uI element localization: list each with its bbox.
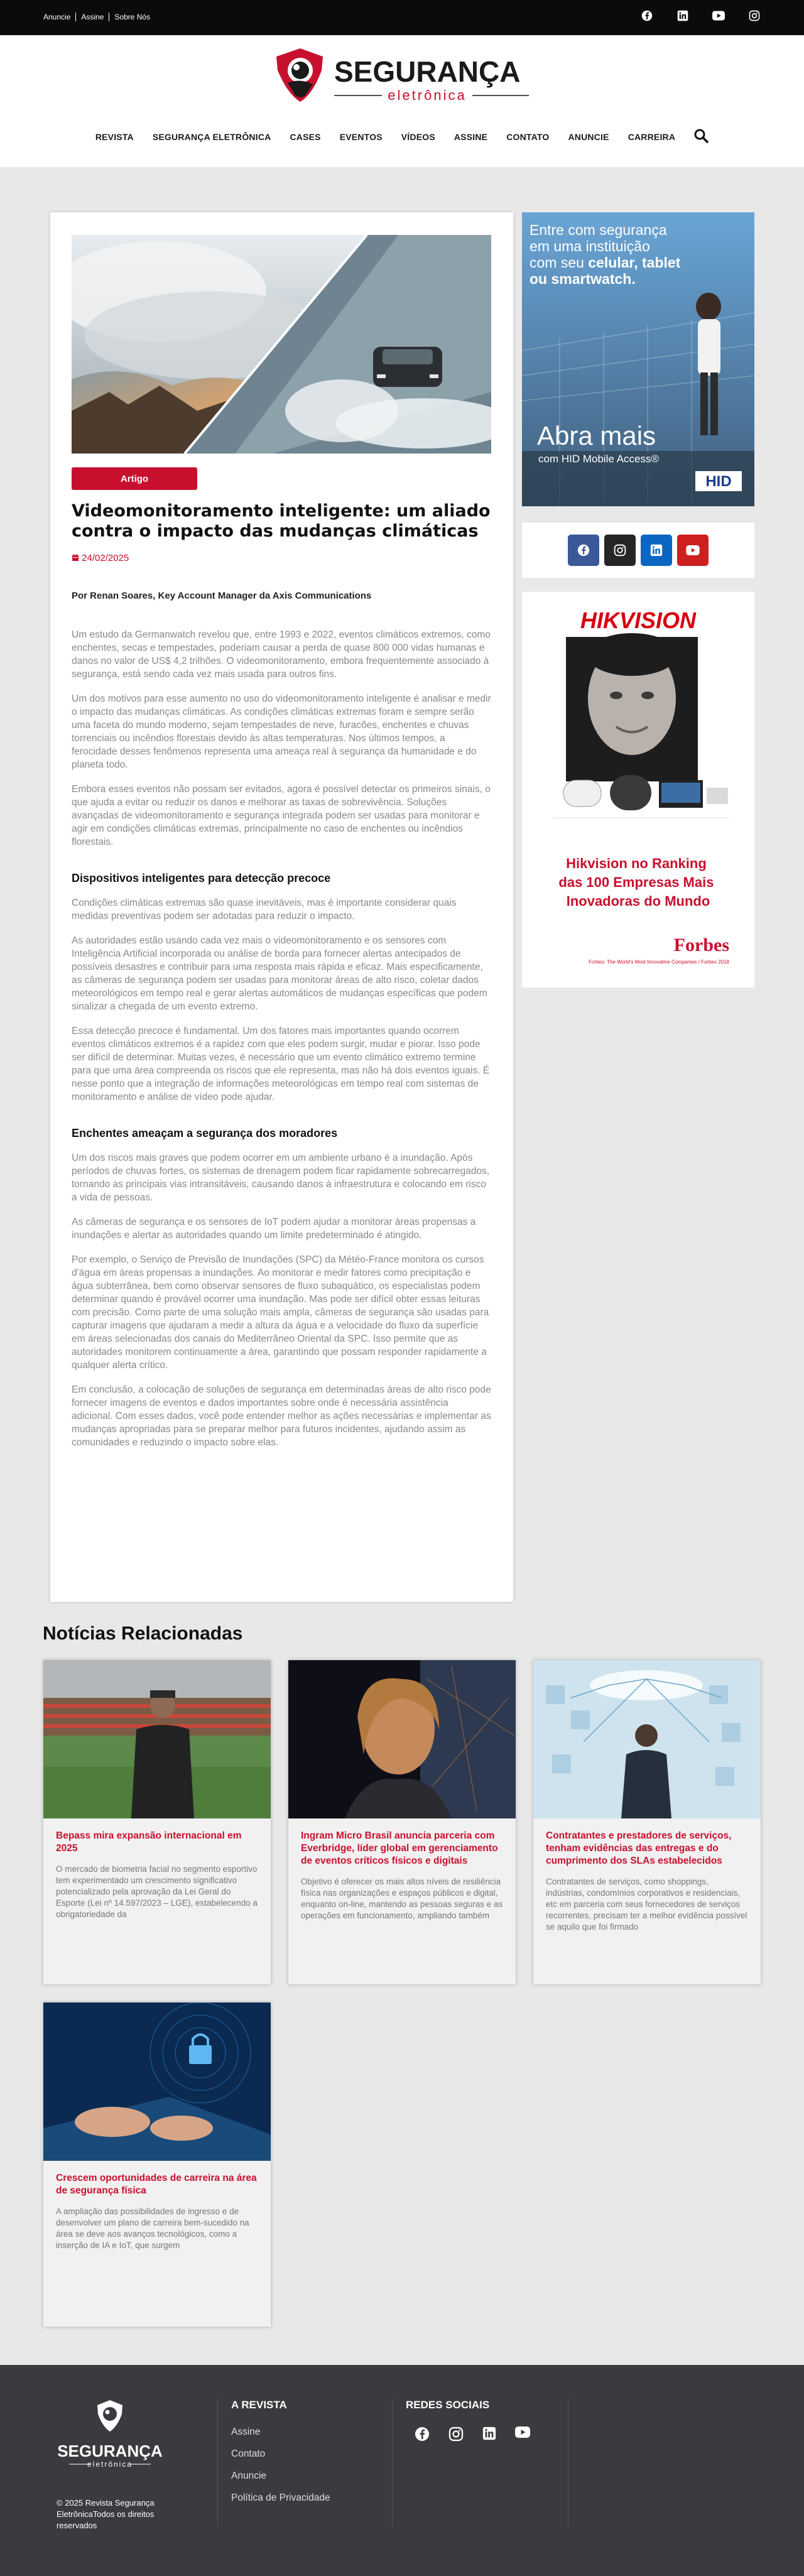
- nav-contato[interactable]: CONTATO: [506, 131, 550, 142]
- related-card[interactable]: [43, 2003, 271, 2327]
- top-social-icons: [640, 9, 761, 23]
- related-card-excerpt: A ampliação das possibilidades de ingresso e de desenvolver um plano de carreira bem-sucedido na área se deve aos avanços tecnológicos, como a inserção de IA e IoT, que surgem: [56, 2207, 249, 2250]
- footer-divider: [217, 2398, 218, 2527]
- related-card-title[interactable]: Ingram Micro Brasil anuncia parceria com Everbridge, líder global em gerenciamento de eventos críticos físicos e digitais: [301, 1830, 498, 1866]
- related-heading: Notícias Relacionadas: [43, 1623, 243, 1644]
- related-card-excerpt: Objetivo é oferecer os mais altos níveis de resiliência física nas organizações e espaços públicos e digital, enquanto on-line, mantendo as pessoas seguras e as operações em funcionamento, ampliando também: [301, 1877, 503, 1920]
- article-paragraph: Essa detecção precoce é fundamental. Um dos fatores mais importantes quando ocorrem eventos climáticos extremos é a rapidez com que eles podem surgir, mudar e piorar. Isso pode ser difícil de determinar. Muitas vezes, é necessário que um evento climático extremo termine para que uma área compreenda os riscos que ele representa, mas não há dois eventos iguais. É nesse ponto que a integração de informações meteorológicas em tempo real com sistemas de monitoramento e análise de vídeo pode ajudar.: [72, 1026, 490, 1102]
- facebook-icon[interactable]: [568, 535, 599, 566]
- article-card: [50, 212, 513, 1602]
- nav-anuncie[interactable]: ANUNCIE: [568, 131, 609, 142]
- footer-divider: [392, 2398, 393, 2527]
- article-paragraph: Por exemplo, o Serviço de Previsão de Inundações (SPC) da Météo-France monitora os cursos d'água em áreas propensas a inundações. Ao monitorar e medir fatores como precipitação e água subterrânea, bem como observar sensores de fluxo subaquático, os especialistas podem determinar quando é provável ocorrer uma inundação. Mas pode ser difícil obter essas leituras com precisão. Como parte de uma solução mais ampla, câmeras de segurança são usadas para capturar imagens que ajudaram a medir a altura da água e a velocidade do fluxo da superfície em áreas selecionadas dos canais do Mediterrâneo Oriental da SPC. Isso permite que as autoridades monitorem continuamente a área, garantindo que possam responder rapidamente a qualquer alerta crítico.: [72, 1254, 489, 1371]
- related-card-title[interactable]: Crescem oportunidades de carreira na área de segurança física: [56, 2173, 257, 2196]
- article-date: [72, 553, 129, 563]
- article-hero-image: [72, 235, 491, 454]
- logo-brand-text: SEGURANÇA: [334, 55, 521, 88]
- related-card-image: [43, 1660, 271, 1818]
- youtube-icon[interactable]: [677, 535, 709, 566]
- youtube-icon[interactable]: [712, 9, 725, 23]
- footer-col-title: A REVISTA: [231, 2399, 287, 2411]
- ad1-line3-b: celular, tablet: [588, 254, 681, 271]
- article-paragraph: As autoridades estão usando cada vez mais o videomonitoramento e os sensores com Inteligência Artificial incorporada ou análise de borda para fornecer alertas antecipados de possíveis desastres e contribuir para uma resposta mais rápida e eficaz. Mais especificamente, as câmeras de segurança podem ser usadas para monitorar áreas de alto risco, coletar dados meteorológicos em tempo real e gerar alertas automáticos de mudanças específicas que podem sinalizar a chegada de um evento extremo.: [72, 935, 487, 1012]
- related-card-title[interactable]: Bepass mira expansão internacional em 2025: [56, 1830, 242, 1854]
- article-date-text: 24/02/2025: [82, 553, 129, 563]
- logo-sub-text: eletrônica: [388, 87, 467, 103]
- footer-link-contato[interactable]: Contato: [231, 2448, 266, 2459]
- nav-videos[interactable]: VÍDEOS: [401, 131, 435, 142]
- top-bar: [0, 0, 804, 35]
- nav-seguranca-eletronica[interactable]: SEGURANÇA ELETRÔNICA: [152, 131, 271, 142]
- article-paragraph: Um estudo da Germanwatch revelou que, entre 1993 e 2022, eventos climáticos extremos, como enchentes, secas e tempestades, poderiam causar a perda de quase 800 000 vidas humanas e danos no valor de US$ 4,2 trilhões. O videomonitoramento, embora frequentemente associado à segurança, está sendo cada vez mais usada para outros fins.: [72, 629, 491, 680]
- related-card-excerpt: O mercado de biometria facial no segmento esportivo tem experimentado um crescimento significativo potencializado pela aprovação da Lei Geral do Esporte (Lei nº 14.597/2023 – LGE), estabelecendo a obrigatoriedade da: [56, 1864, 258, 1919]
- nav-cases[interactable]: CASES: [290, 131, 321, 142]
- nav-carreira[interactable]: CARREIRA: [627, 131, 676, 142]
- article-subheading: Enchentes ameaçam a segurança dos moradores: [72, 1127, 338, 1139]
- related-card-image: [288, 1660, 516, 1818]
- top-links: [43, 13, 155, 21]
- forbes-caption: Forbes: The World's Most Innovative Companies / Forbes 2018: [588, 959, 729, 965]
- ad1-line1: Entre com segurança: [530, 222, 667, 238]
- related-card-image: [43, 2003, 271, 2161]
- footer-copyright: © 2025 Revista Segurança EletrônicaTodos os direitos reservados: [57, 2498, 155, 2530]
- facebook-icon[interactable]: [640, 9, 654, 23]
- footer-brand: SEGURANÇA: [57, 2442, 163, 2460]
- calendar-icon: [72, 554, 79, 562]
- article-paragraph: Em conclusão, a colocação de soluções de segurança em determinadas áreas de alto risco pode fornecer imagens de eventos e dados importantes sobre onde é necessária assistência adicional. Com esses dados, você pode entender melhor as ações necessárias e implementar as mudanças apropriadas para se preparar melhor para futuros incidentes, ajudando assim as comunidades e reduzindo o impacto sobre elas.: [72, 1384, 491, 1448]
- article-paragraph: Um dos riscos mais graves que podem ocorrer em um ambiente urbano é a inundação. Após períodos de chuvas fortes, os sistemas de drenagem podem ficar rapidamente sobrecarregados, tornando as principais vias intransitáveis, causando danos à infraestrutura e colocando em risco a vida de pessoas.: [72, 1153, 490, 1203]
- main-nav: [0, 128, 804, 145]
- ad1-line4: ou smartwatch.: [530, 271, 636, 287]
- article-paragraph: Condições climáticas extremas são quase inevitáveis, mas é importante considerar quais medidas preventivas podem ser adotadas para reduzir o impacto.: [72, 898, 457, 921]
- article-body: [72, 628, 491, 1460]
- ad1-line3: [530, 254, 681, 271]
- article-subheading: Dispositivos inteligentes para detecção precoce: [72, 872, 331, 884]
- footer-social-icons: [415, 2427, 530, 2445]
- hikvision-logo: HIKVISION: [580, 607, 697, 633]
- ad1-line2: em uma instituição: [530, 238, 650, 254]
- footer-col-title: REDES SOCIAIS: [406, 2399, 490, 2411]
- footer-link-assine[interactable]: Assine: [231, 2427, 261, 2437]
- sidebar-ad-hid[interactable]: [522, 212, 754, 506]
- footer-brand-sub: eletrônica: [87, 2460, 133, 2469]
- instagram-icon[interactable]: [747, 9, 761, 23]
- site-logo[interactable]: [269, 45, 535, 108]
- top-link-sobre[interactable]: Sobre Nós: [109, 13, 155, 21]
- linkedin-icon[interactable]: [482, 2427, 496, 2445]
- instagram-icon[interactable]: [604, 535, 636, 566]
- article-paragraph: As câmeras de segurança e os sensores de IoT podem ajudar a monitorar áreas propensas a inundações e alertar as autoridades quando um limite predeterminado é atingido.: [72, 1217, 476, 1241]
- ad1-headline: Abra mais: [537, 421, 656, 450]
- related-card-excerpt: Contratantes de serviços, como shoppings, indústrias, condomínios corporativos e residenciais, etc em parceria com seus fornecedores de serviços recorrentes, precisam ter a melhor evidência possível se aquilo que foi firmado: [546, 1877, 747, 1932]
- footer-logo[interactable]: [57, 2399, 163, 2484]
- related-card-image: [533, 1660, 761, 1818]
- ad1-line3-a: com seu: [530, 254, 589, 271]
- ad2-headline: Hikvision no Ranking das 100 Empresas Mais Inovadoras do Mundo: [558, 856, 714, 909]
- sidebar-ad-hikvision[interactable]: [522, 592, 754, 987]
- top-link-assine[interactable]: Assine: [75, 13, 109, 21]
- related-card[interactable]: [43, 1660, 271, 1984]
- nav-revista[interactable]: REVISTA: [95, 131, 134, 142]
- related-card-title[interactable]: Contratantes e prestadores de serviços, tenham evidências das entregas e do cumprimento dos SLAs estabelecidos: [546, 1830, 732, 1866]
- article-paragraph: Embora esses eventos não possam ser evitados, agora é possível detectar os primeiros sinais, o que ajuda a evitar ou reduzir os danos e melhorar as taxas de sobrevivência. Soluções avançadas de videomonitoramento e segurança integrada podem ser usadas para monitorar e agir em condições climáticas extremas, principalmente no caso de enchentes ou incêndios florestais.: [72, 784, 491, 847]
- top-link-anuncie[interactable]: Anuncie: [43, 13, 71, 21]
- facebook-icon[interactable]: [415, 2427, 430, 2445]
- site-footer: [0, 2365, 804, 2576]
- site-header: [0, 35, 804, 167]
- footer-link-privacidade[interactable]: Política de Privacidade: [231, 2492, 330, 2503]
- category-button[interactable]: Artigo: [72, 467, 197, 490]
- forbes-logo: Forbes: [673, 935, 729, 955]
- ad1-sub: com HID Mobile Access®: [538, 453, 660, 465]
- search-icon[interactable]: [693, 128, 709, 145]
- footer-social-column: [406, 2399, 530, 2445]
- hid-logo: HID: [705, 473, 732, 490]
- article-paragraph: Um dos motivos para esse aumento no uso do videomonitoramento inteligente é analisar e medir o impacto das mudanças climáticas. As condições climáticas extremas foram e sempre serão uma faceta do mundo moderno, sejam tempestades de neve, furacões, enchentes e chuvas torrenciais ou incêndios florestais devido às altas temperaturas. Nos últimos tempos, a ferocidade desses fenômenos representa uma ameaça real à segurança da humanidade e do planeta todo.: [72, 693, 491, 770]
- article-title: Videomonitoramento inteligente: um aliado contra o impacto das mudanças climáticas: [72, 501, 491, 541]
- nav-eventos[interactable]: EVENTOS: [339, 131, 383, 142]
- sidebar-social: [522, 523, 754, 578]
- instagram-icon[interactable]: [448, 2427, 464, 2445]
- linkedin-icon[interactable]: [676, 9, 690, 23]
- footer-revista-column: [231, 2399, 330, 2514]
- nav-assine[interactable]: ASSINE: [454, 131, 488, 142]
- article-author: Por Renan Soares, Key Account Manager da Axis Communications: [72, 590, 372, 601]
- related-card[interactable]: [288, 1660, 516, 1984]
- related-card[interactable]: [533, 1660, 761, 1984]
- linkedin-icon[interactable]: [641, 535, 672, 566]
- youtube-icon[interactable]: [515, 2427, 530, 2445]
- footer-link-anuncie[interactable]: Anuncie: [231, 2470, 267, 2481]
- footer-brand-column: [57, 2399, 163, 2531]
